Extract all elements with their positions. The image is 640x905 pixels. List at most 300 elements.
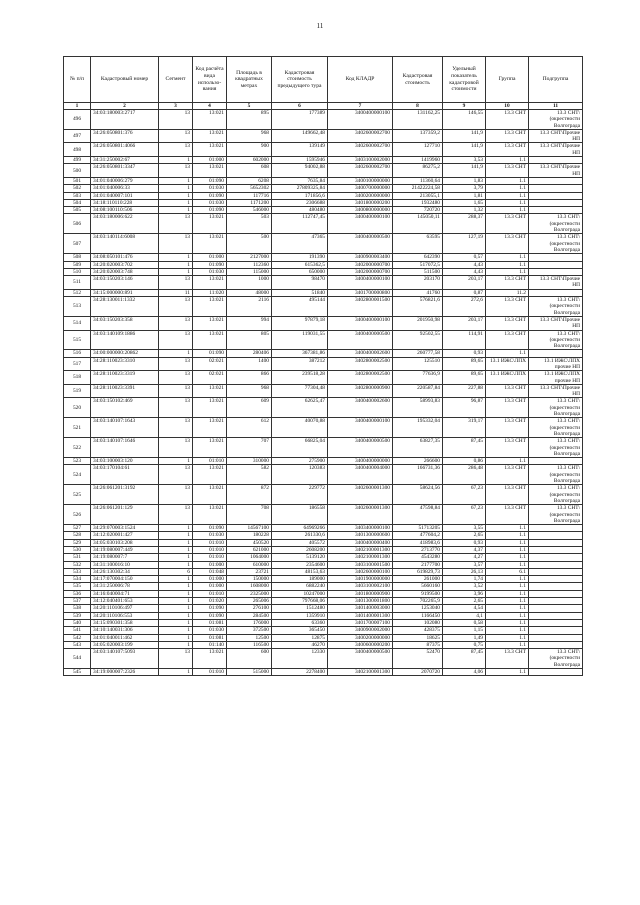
kladr-code: 3402800000900 <box>328 384 393 398</box>
usage-code: 01:140 <box>193 641 227 648</box>
cadastral-number: 34:03:180006:622 <box>91 214 159 234</box>
group: 13.3 СНТ <box>486 384 529 398</box>
row-number: 540 <box>64 619 91 626</box>
cadastral-cost: 2713770 <box>393 547 443 554</box>
group: 13.3 СНТ <box>486 110 529 130</box>
specific-cost: 0,87 <box>443 289 486 296</box>
previous-cost: 239518,28 <box>272 371 328 385</box>
specific-cost: 67,23 <box>443 485 486 505</box>
table-row <box>64 418 583 438</box>
column-number: 10 <box>486 103 529 110</box>
row-number: 527 <box>64 525 91 532</box>
previous-cost: 46270 <box>272 641 328 648</box>
header-row <box>64 57 583 103</box>
cadastral-cost: 18625 <box>393 634 443 641</box>
previous-cost: 177389 <box>272 110 328 130</box>
area: 515000 <box>227 669 272 676</box>
group: 1.1 <box>486 261 529 268</box>
area: 112360 <box>227 261 272 268</box>
kladr-code: 3400900002000 <box>328 627 393 634</box>
cadastral-number: 34:28:130011:1332 <box>91 297 159 317</box>
area: 707 <box>227 438 272 458</box>
row-number: 523 <box>64 458 91 465</box>
usage-code: 13:021 <box>193 214 227 234</box>
row-number: 520 <box>64 398 91 418</box>
usage-code: 01:048 <box>193 568 227 575</box>
cadastral-number: 34:03:140107:5093 <box>91 649 159 669</box>
kladr-code: 3401400001300 <box>328 612 393 619</box>
kladr-code: 3402600002700 <box>328 164 393 178</box>
header-cell: Подгруппа <box>529 57 583 103</box>
header-cell: Кадастровая стоимость <box>393 57 443 103</box>
usage-code: 02:021 <box>193 371 227 385</box>
previous-cost: 2608200 <box>272 547 328 554</box>
specific-cost: 127,19 <box>443 234 486 254</box>
column-number: 8 <box>393 103 443 110</box>
table-row <box>64 649 583 669</box>
row-number: 535 <box>64 583 91 590</box>
row-number: 544 <box>64 649 91 669</box>
column-number: 2 <box>91 103 159 110</box>
cadastral-number: 34:03:150203:358 <box>91 316 159 330</box>
column-number: 4 <box>193 103 227 110</box>
usage-code: 13:021 <box>193 316 227 330</box>
row-number: 517 <box>64 357 91 371</box>
previous-cost: 7635,84 <box>272 177 328 184</box>
kladr-code: 3400400000100 <box>328 214 393 234</box>
group: 1.1 <box>486 525 529 532</box>
cadastral-number: 34:03:150102:469 <box>91 398 159 418</box>
area: 180228 <box>227 532 272 539</box>
row-number: 496 <box>64 110 91 130</box>
specific-cost: 87,45 <box>443 438 486 458</box>
table-row <box>64 465 583 485</box>
usage-code: 01:030 <box>193 268 227 275</box>
segment: 1 <box>159 458 193 465</box>
subgroup <box>529 634 583 641</box>
cadastral-cost: 220587,84 <box>393 384 443 398</box>
cadastral-cost: 1932480 <box>393 199 443 206</box>
area: 608 <box>227 164 272 178</box>
cadastral-number: 34:15:000000:891 <box>91 289 159 296</box>
usage-code: 01:090 <box>193 525 227 532</box>
specific-cost: 96,87 <box>443 398 486 418</box>
cadastral-number: 34:20:110106:497 <box>91 605 159 612</box>
cadastral-number: 34:03:100003:120 <box>91 458 159 465</box>
segment: 13 <box>159 276 193 290</box>
cadastral-cost: 260777,58 <box>393 350 443 357</box>
kladr-code: 3401400003000 <box>328 605 393 612</box>
cadastral-cost: 21422224,58 <box>393 185 443 192</box>
area: 450520 <box>227 539 272 546</box>
header-cell: Сегмент <box>159 57 193 103</box>
kladr-code: 3400400002600 <box>328 398 393 418</box>
kladr-code: 3402600002700 <box>328 129 393 143</box>
group: 13.3 СНТ <box>486 465 529 485</box>
cadastral-cost: 195332,04 <box>393 418 443 438</box>
cadastral-cost: 145050,11 <box>393 214 443 234</box>
cadastral-number: 34:16:040004:71 <box>91 590 159 597</box>
subgroup: 13.3 СНТ\(окрестности Волгограда <box>529 505 583 525</box>
usage-code: 01:010 <box>193 458 227 465</box>
segment: 1 <box>159 539 193 546</box>
row-number: 509 <box>64 261 91 268</box>
cadastral-number: 34:18:110110:228 <box>91 199 159 206</box>
area: 14567100 <box>227 525 272 532</box>
previous-cost: 149662,48 <box>272 129 328 143</box>
group: 1.1 <box>486 157 529 164</box>
table-body <box>64 110 583 676</box>
row-number: 502 <box>64 185 91 192</box>
usage-code: 01:030 <box>193 627 227 634</box>
row-number: 503 <box>64 192 91 199</box>
segment: 13 <box>159 649 193 669</box>
previous-cost: 112747,45 <box>272 214 328 234</box>
kladr-code: 3401800000200 <box>328 199 393 206</box>
usage-code: 01:010 <box>193 547 227 554</box>
group: 13.3 СНТ <box>486 276 529 290</box>
table-row <box>64 254 583 261</box>
segment: 11 <box>159 289 193 296</box>
kladr-code: 3401300000600 <box>328 532 393 539</box>
group: 1.1 <box>486 554 529 561</box>
subgroup: 13.3 СНТ\(окрестности Волгограда <box>529 465 583 485</box>
row-number: 498 <box>64 143 91 157</box>
group: 1.1 <box>486 641 529 648</box>
cadastral-number: 34:28:110023:3319 <box>91 371 159 385</box>
table-row <box>64 268 583 275</box>
area: 2127000 <box>227 254 272 261</box>
row-number: 543 <box>64 641 91 648</box>
table-row <box>64 207 583 214</box>
column-number: 6 <box>272 103 328 110</box>
cadastral-cost: 642390 <box>393 254 443 261</box>
specific-cost: 4,37 <box>443 547 486 554</box>
segment: 13 <box>159 371 193 385</box>
row-number: 507 <box>64 234 91 254</box>
specific-cost: 1,81 <box>443 192 486 199</box>
specific-cost: 1,32 <box>443 207 486 214</box>
previous-cost: 405572 <box>272 539 328 546</box>
kladr-code: 3403100001500 <box>328 561 393 568</box>
usage-code: 01:090 <box>193 177 227 184</box>
cadastral-cost: 52470 <box>393 649 443 669</box>
specific-cost: 4,43 <box>443 268 486 275</box>
specific-cost: 286,48 <box>443 465 486 485</box>
cadastral-cost: 102080 <box>393 619 443 626</box>
cadastral-cost: 137359,2 <box>393 129 443 143</box>
cadastral-cost: 77636,9 <box>393 371 443 385</box>
cadastral-cost: 1253040 <box>393 605 443 612</box>
cadastral-cost: 517072,5 <box>393 261 443 268</box>
table-row <box>64 634 583 641</box>
group: 1.1 <box>486 207 529 214</box>
usage-code: 01:000 <box>193 576 227 583</box>
specific-cost: 4,06 <box>443 669 486 676</box>
cadastral-cost: 51713205 <box>393 525 443 532</box>
group: 13.3 СНТ <box>486 214 529 234</box>
specific-cost: 4,27 <box>443 554 486 561</box>
specific-cost: 26,13 <box>443 568 486 575</box>
area: 582 <box>227 465 272 485</box>
subgroup <box>529 598 583 605</box>
previous-cost: 387212 <box>272 357 328 371</box>
usage-code: 13:021 <box>193 143 227 157</box>
previous-cost: 6882240 <box>272 583 328 590</box>
specific-cost: 3,52 <box>443 583 486 590</box>
segment: 13 <box>159 465 193 485</box>
specific-cost: 272,6 <box>443 297 486 317</box>
previous-cost: 10247000 <box>272 590 328 597</box>
group: 1.1 <box>486 185 529 192</box>
segment: 1 <box>159 605 193 612</box>
area: 895 <box>227 110 272 130</box>
previous-cost: 77304,48 <box>272 384 328 398</box>
cadastral-cost: 418983,6 <box>393 539 443 546</box>
row-number: 526 <box>64 505 91 525</box>
cadastral-cost: 213055,1 <box>393 192 443 199</box>
kladr-code: 3400400000500 <box>328 649 393 669</box>
table-row <box>64 605 583 612</box>
subgroup <box>529 268 583 275</box>
area: 503 <box>227 214 272 234</box>
table-row <box>64 612 583 619</box>
subgroup: 13.1 ИЖС\ЛПХ прочие НП <box>529 357 583 371</box>
kladr-code: 3400400000100 <box>328 316 393 330</box>
usage-code: 01:090 <box>193 350 227 357</box>
area: 23721 <box>227 568 272 575</box>
segment: 13 <box>159 485 193 505</box>
segment: 13 <box>159 297 193 317</box>
table-row <box>64 384 583 398</box>
cadastral-cost: 11360,64 <box>393 177 443 184</box>
group: 13.3 СНТ <box>486 330 529 350</box>
cadastral-cost: 1166450 <box>393 612 443 619</box>
usage-code: 02:021 <box>193 357 227 371</box>
segment: 1 <box>159 619 193 626</box>
cadastral-number: 34:08:050101:476 <box>91 254 159 261</box>
table-row <box>64 350 583 357</box>
specific-cost: 141,9 <box>443 143 486 157</box>
group: 11.2 <box>486 289 529 296</box>
usage-code: 13:021 <box>193 276 227 290</box>
area: 372500 <box>227 627 272 634</box>
subgroup: 13.3 СНТ\Прочие НП <box>529 384 583 398</box>
kladr-code: 3400400002600 <box>328 350 393 357</box>
group: 6.1 <box>486 568 529 575</box>
segment: 1 <box>159 583 193 590</box>
specific-cost: 4,54 <box>443 605 486 612</box>
table-row <box>64 458 583 465</box>
cadastral-number: 34:26:061201:3192 <box>91 485 159 505</box>
table-row <box>64 532 583 539</box>
specific-cost: 4,1 <box>443 612 486 619</box>
row-number: 515 <box>64 330 91 350</box>
previous-cost: 229772 <box>272 485 328 505</box>
kladr-code: 3403100002100 <box>328 583 393 590</box>
specific-cost: 4,43 <box>443 261 486 268</box>
cadastral-cost: 58624,56 <box>393 485 443 505</box>
subgroup: 13.3 СНТ\(окрестности Волгограда <box>529 330 583 350</box>
subgroup <box>529 554 583 561</box>
previous-cost: 2278400 <box>272 669 328 676</box>
row-number: 541 <box>64 627 91 634</box>
cadastral-cost: 203170 <box>393 276 443 290</box>
kladr-code: 3400400000100 <box>328 110 393 130</box>
row-number: 512 <box>64 289 91 296</box>
area: 150000 <box>227 576 272 583</box>
subgroup <box>529 612 583 619</box>
previous-cost: 62625,47 <box>272 398 328 418</box>
specific-cost: 114,91 <box>443 330 486 350</box>
specific-cost: 2,65 <box>443 532 486 539</box>
previous-cost: 480480 <box>272 207 328 214</box>
usage-code: 11:020 <box>193 289 227 296</box>
subgroup <box>529 561 583 568</box>
group: 1.1 <box>486 532 529 539</box>
previous-cost: 139149 <box>272 143 328 157</box>
usage-code: 01:090 <box>193 192 227 199</box>
specific-cost: 319,17 <box>443 418 486 438</box>
cadastral-number: 34:20:020003:748 <box>91 268 159 275</box>
kladr-code: 3402100001300 <box>328 547 393 554</box>
kladr-code: 3402800001500 <box>328 297 393 317</box>
group: 13.3 СНТ <box>486 143 529 157</box>
usage-code: 01:010 <box>193 539 227 546</box>
group: 1.1 <box>486 634 529 641</box>
area: 1064000 <box>227 554 272 561</box>
segment: 1 <box>159 268 193 275</box>
cadastral-number: 34:19:080007:449 <box>91 547 159 554</box>
area: 602000 <box>227 157 272 164</box>
area: 968 <box>227 129 272 143</box>
column-number: 11 <box>529 103 583 110</box>
table-row <box>64 539 583 546</box>
specific-cost: 1,15 <box>443 627 486 634</box>
cadastral-number: 34:26:050801:3347 <box>91 164 159 178</box>
header-cell: Группа <box>486 57 529 103</box>
table-row <box>64 110 583 130</box>
usage-code: 13:021 <box>193 110 227 130</box>
subgroup <box>529 619 583 626</box>
usage-code: 01:000 <box>193 157 227 164</box>
row-number: 539 <box>64 612 91 619</box>
kladr-code: 3403400000100 <box>328 525 393 532</box>
area: 612 <box>227 418 272 438</box>
segment: 1 <box>159 192 193 199</box>
specific-cost: 87,45 <box>443 649 486 669</box>
group: 1.1 <box>486 177 529 184</box>
segment: 6 <box>159 568 193 575</box>
row-number: 536 <box>64 590 91 597</box>
subgroup: 13.3 СНТ\(окрестности Волгограда <box>529 438 583 458</box>
specific-cost: 67,23 <box>443 505 486 525</box>
segment: 13 <box>159 398 193 418</box>
area: 900 <box>227 143 272 157</box>
cadastral-number: 34:03:180003:2717 <box>91 110 159 130</box>
cadastral-number: 34:08:100110:506 <box>91 207 159 214</box>
previous-cost: 2306688 <box>272 199 328 206</box>
kladr-code: 3400200000000 <box>328 634 393 641</box>
cadastral-number: 34:20:110106:553 <box>91 612 159 619</box>
cadastral-cost: 87375 <box>393 641 443 648</box>
segment: 13 <box>159 164 193 178</box>
area: 265006 <box>227 598 272 605</box>
cadastral-number: 34:29:070003:1524 <box>91 525 159 532</box>
specific-cost: 3,55 <box>443 525 486 532</box>
area: 284500 <box>227 612 272 619</box>
specific-cost: 0,58 <box>443 619 486 626</box>
kladr-code: 3400400004000 <box>328 465 393 485</box>
subgroup <box>529 641 583 648</box>
table-row <box>64 619 583 626</box>
table-row <box>64 590 583 597</box>
cadastral-number: 34:31:250002:67 <box>91 157 159 164</box>
cadastral-number: 34:00:000000:20862 <box>91 350 159 357</box>
group: 1.1 <box>486 268 529 275</box>
area: 6208 <box>227 177 272 184</box>
header-cell: Кадастровый номер <box>91 57 159 103</box>
usage-code: 13:021 <box>193 164 227 178</box>
previous-cost: 40070,88 <box>272 418 328 438</box>
subgroup: 13.3 СНТ\Прочие НП <box>529 129 583 143</box>
subgroup <box>529 576 583 583</box>
area: 2325000 <box>227 590 272 597</box>
previous-cost: 1359910 <box>272 612 328 619</box>
group: 1.1 <box>486 576 529 583</box>
previous-cost: 797668,06 <box>272 598 328 605</box>
row-number: 506 <box>64 214 91 234</box>
cadastral-number: 34:17:070004:150 <box>91 576 159 583</box>
table-row <box>64 438 583 458</box>
group: 1.1 <box>486 612 529 619</box>
group: 1.1 <box>486 619 529 626</box>
segment: 1 <box>159 185 193 192</box>
specific-cost: 141,9 <box>443 129 486 143</box>
segment: 1 <box>159 157 193 164</box>
table-row <box>64 525 583 532</box>
segment: 1 <box>159 207 193 214</box>
area: 115000 <box>227 268 272 275</box>
kladr-code: 3400400000100 <box>328 418 393 438</box>
row-number: 538 <box>64 605 91 612</box>
column-number: 9 <box>443 103 486 110</box>
cadastral-cost: 131162,25 <box>393 110 443 130</box>
kladr-code: 3402000000700 <box>328 261 393 268</box>
cadastral-number: 34:26:050801:4066 <box>91 143 159 157</box>
usage-code: 01:020 <box>193 598 227 605</box>
cadastral-cost: 1419960 <box>393 157 443 164</box>
subgroup <box>529 177 583 184</box>
group: 13.3 СНТ <box>486 129 529 143</box>
area: 1608000 <box>227 583 272 590</box>
usage-code: 13:021 <box>193 384 227 398</box>
cadastral-cost: 266600 <box>393 458 443 465</box>
kladr-code: 3400200000000 <box>328 192 393 199</box>
row-number: 533 <box>64 568 91 575</box>
subgroup: 13.3 СНТ\Прочие НП <box>529 276 583 290</box>
area: 600 <box>227 649 272 669</box>
table-row <box>64 485 583 505</box>
group: 1.1 <box>486 254 529 261</box>
specific-cost: 0,93 <box>443 539 486 546</box>
subgroup: 13.3 СНТ\(окрестности Волгограда <box>529 110 583 130</box>
previous-cost: 171856,6 <box>272 192 328 199</box>
group: 13.3 СНТ <box>486 649 529 669</box>
group: 1.1 <box>486 669 529 676</box>
kladr-code: 3400400000500 <box>328 330 393 350</box>
segment: 1 <box>159 532 193 539</box>
